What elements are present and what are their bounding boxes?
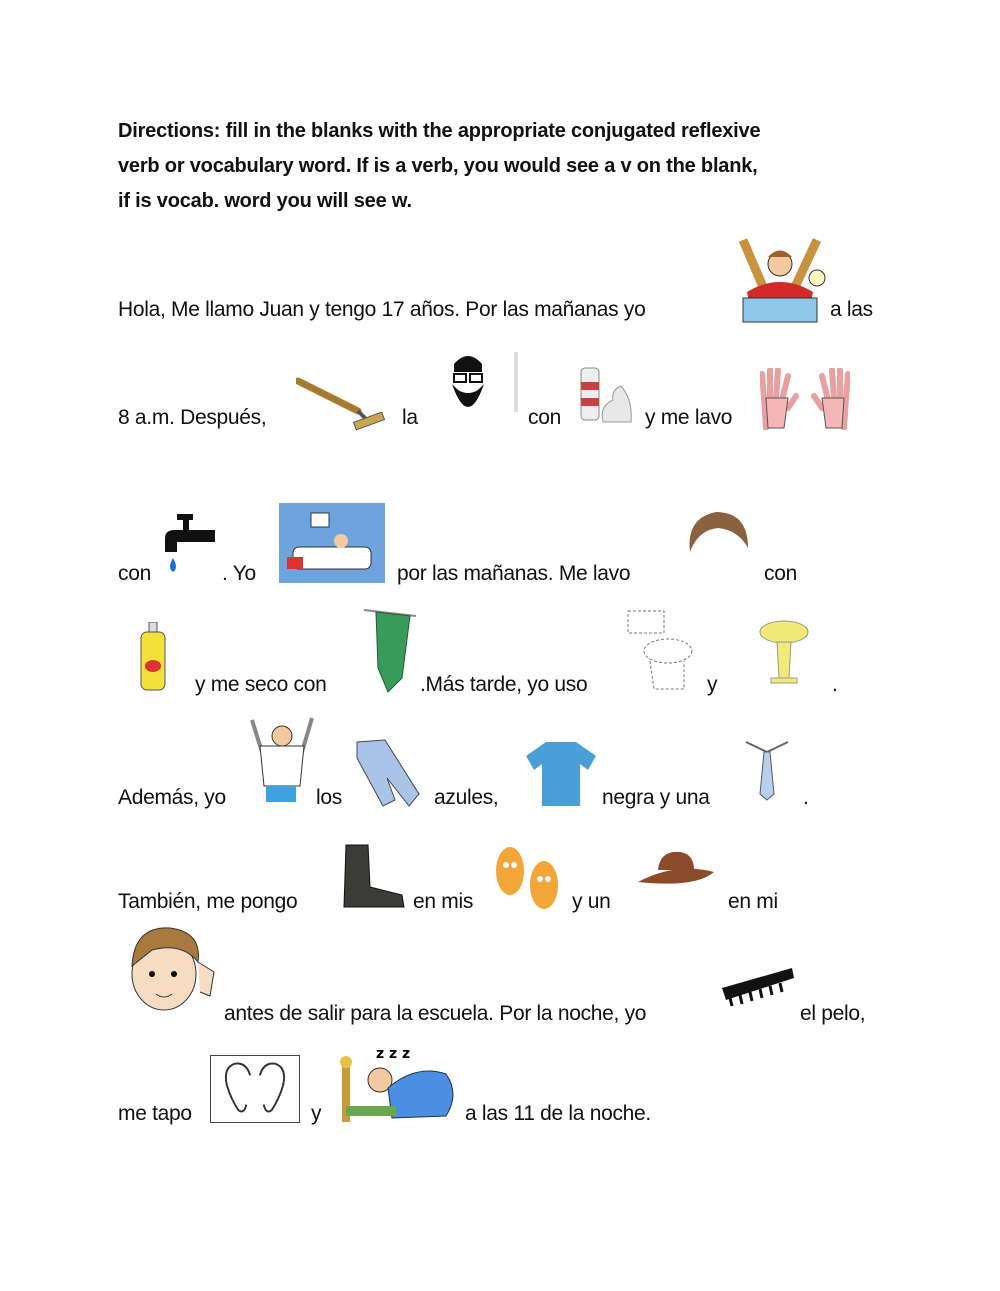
toilet-image [622,607,698,693]
sentence-text: a las 11 de la noche. [465,1102,651,1125]
sentence-text: y [311,1102,322,1125]
sentence-text: con [118,562,151,585]
feet-image [488,835,568,913]
wake-up-image [733,232,827,326]
comb-image [720,964,796,1008]
sentence-text: Además, yo [118,786,226,809]
sentence-text: negra y una [602,786,710,809]
sink-image [757,618,811,684]
dressing-image [248,716,316,804]
hat-image [636,848,716,890]
sentence-text: en mis [413,890,474,913]
jeans-image [355,738,423,808]
sentence-text: con [764,562,797,585]
sentence-text: con [528,406,561,429]
sentence-text: azules, [434,786,499,809]
hair-image [686,508,750,556]
sentence-text: la [402,406,418,429]
sentence-text: . [832,673,838,696]
tie-image [744,740,790,802]
directions-line: verb or vocabulary word. If is a verb, you would see a v on the blank, [118,155,758,177]
svg-text:z z z: z z z [376,1046,411,1062]
towel-image [362,608,418,693]
ears-image [210,1055,300,1123]
faucet-image [163,512,217,582]
sentence-text: a las [830,298,873,321]
sentence-text: Hola, Me llamo Juan y tengo 17 años. Por las mañanas yo [118,298,646,321]
shampoo-image [138,622,168,692]
sentence-text: me tapo [118,1102,192,1125]
sentence-text: . Yo [222,562,256,585]
hands-image [760,368,850,430]
sentence-text: antes de salir para la escuela. Por la noche, yo [224,1002,647,1025]
beard-image [446,350,490,420]
sentence-text: y me lavo [645,406,733,429]
shaving-cream-image [577,360,637,430]
sentence-text: por las mañanas. Me lavo [397,562,631,585]
razor-image [296,375,390,431]
sentence-text: en mi [728,890,778,913]
sentence-text: el pelo, [800,1002,866,1025]
bath-image [279,503,385,583]
divider-line [514,352,518,412]
sentence-text: 8 a.m. Después, [118,406,267,429]
boot-image [340,843,406,911]
sentence-text: .Más tarde, yo uso [420,673,588,696]
sentence-text: . [803,786,809,809]
sentence-text: También, me pongo [118,890,298,913]
directions-line: Directions: fill in the blanks with the appropriate conjugated reflexive [118,120,761,142]
sleeping-image [336,1044,460,1124]
sentence-text: y un [572,890,611,913]
sentence-text: los [316,786,342,809]
head-image [122,922,218,1016]
t-shirt-image [524,740,598,808]
sentence-text: y me seco con [195,673,327,696]
sentence-text: y [707,673,718,696]
directions-line: if is vocab. word you will see w. [118,190,412,212]
